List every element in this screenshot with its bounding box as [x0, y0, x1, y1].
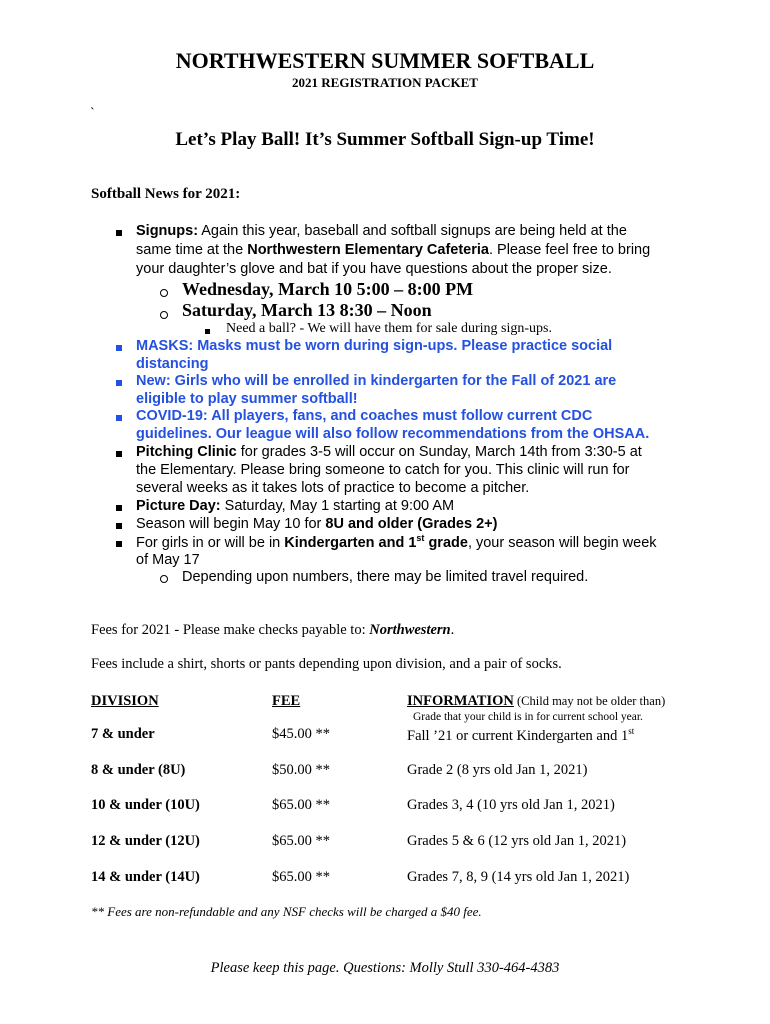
kinder-text: For girls in or will be in [136, 534, 285, 551]
page-title: NORTHWESTERN SUMMER SOFTBALL [175, 48, 595, 73]
kinder-sup: st [416, 533, 425, 543]
season-division: 8U and older (Grades 2+) [325, 516, 498, 532]
header-division: DIVISION [91, 693, 159, 709]
kinder-bold: Kindergarten and 1 [284, 534, 417, 551]
kinder-line2: of May 17 [136, 552, 200, 568]
row-division: 7 & under [91, 726, 155, 742]
row-division: 12 & under (12U) [91, 833, 200, 849]
pitching-text: for grades 3-5 will occur on Sunday, March 14th from 3:30-5 at [236, 444, 642, 460]
header-fee: FEE [272, 693, 301, 709]
signups-text: . Please feel free to bring [488, 242, 651, 258]
signups-text: same time at the [136, 242, 248, 258]
pitching-label: Pitching Clinic [136, 444, 237, 460]
signups-text: Again this year, baseball and softball signups are being held at the [198, 223, 627, 239]
signup-date-2: Saturday, March 13 8:30 – Noon [182, 300, 432, 320]
pitching-line1 [136, 444, 642, 460]
fees-text: Fees for 2021 - Please make checks payable to: [91, 622, 370, 638]
pitching-line2: the Elementary. Please bring someone to catch for you. This clinic will run for [136, 462, 630, 478]
signups-location: Northwestern Elementary Cafeteria [247, 242, 489, 258]
bullet-icon [116, 505, 122, 511]
circle-bullet-icon [160, 575, 168, 583]
header-info-note: (Child may not be older than) [513, 694, 666, 708]
fees-text: . [450, 622, 455, 638]
row-fee: $65.00 ** [272, 833, 330, 849]
masks-line2: distancing [136, 356, 209, 372]
kinder-travel-note: Depending upon numbers, there may be limited travel required. [182, 569, 589, 585]
fees-include: Fees include a shirt, shorts or pants depending upon division, and a pair of socks. [91, 656, 562, 672]
kinder-line1 [136, 533, 657, 551]
circle-bullet-icon [160, 289, 168, 297]
circle-bullet-icon [160, 311, 168, 319]
row-fee: $65.00 ** [272, 797, 330, 813]
bullet-icon [116, 523, 122, 529]
ball-note: Need a ball? - We will have them for sale during sign-ups. [226, 321, 552, 336]
new-line1: New: Girls who will be enrolled in kindergarten for the Fall of 2021 are [136, 373, 617, 389]
row-division: 10 & under (10U) [91, 797, 200, 813]
season-line [136, 516, 497, 532]
header-info-label: INFORMATION [407, 693, 514, 709]
row-fee: $45.00 ** [272, 726, 330, 742]
page-subtitle: 2021 REGISTRATION PACKET [292, 75, 478, 90]
row-division: 14 & under (14U) [91, 869, 200, 885]
row-info: Grades 7, 8, 9 (14 yrs old Jan 1, 2021) [407, 869, 630, 885]
stray-mark: ` [90, 106, 95, 121]
header-info-sub: Grade that your child is in for current school year. [413, 711, 643, 723]
header-information [407, 693, 665, 710]
row-info-sup: st [628, 726, 635, 736]
bullet-icon [116, 541, 122, 547]
fees-payable [91, 622, 454, 639]
signups-line2 [136, 242, 650, 258]
new-line2: eligible to play summer softball! [136, 391, 358, 407]
picture-text: Saturday, May 1 starting at 9:00 AM [220, 498, 455, 514]
row-info: Grades 3, 4 (10 yrs old Jan 1, 2021) [407, 797, 615, 813]
picture-label: Picture Day: [136, 498, 221, 514]
bullet-icon [116, 230, 122, 236]
signups-line3: your daughter’s glove and bat if you have questions about the proper size. [136, 261, 612, 277]
bullet-icon [116, 451, 122, 457]
bullet-icon [116, 415, 122, 421]
fees-payee: Northwestern [369, 622, 451, 638]
row-info: Grade 2 (8 yrs old Jan 1, 2021) [407, 762, 588, 778]
bullet-icon [205, 329, 210, 334]
season-text: Season will begin May 10 for [136, 516, 326, 532]
kinder-text: , your season will begin week [467, 534, 657, 551]
row-info-text: Fall ’21 or current Kindergarten and 1 [407, 727, 629, 744]
signup-date-1: Wednesday, March 10 5:00 – 8:00 PM [182, 279, 474, 299]
picture-day [136, 498, 454, 514]
signups-label: Signups: [136, 223, 199, 239]
masks-line1: MASKS: Masks must be worn during sign-ups. Please practice social [136, 338, 613, 354]
pitching-line3: several weeks as it takes lots of practice to become a pitcher. [136, 480, 530, 496]
covid-line2: guidelines. Our league will also follow recommendations from the OHSAA. [136, 426, 650, 442]
kinder-grade: grade [424, 534, 468, 551]
covid-line1: COVID-19: All players, fans, and coaches must follow current CDC [136, 408, 593, 424]
news-heading: Softball News for 2021: [91, 186, 241, 202]
bullet-icon [116, 380, 122, 386]
page-footer: Please keep this page. Questions: Molly Stull 330-464-4383 [210, 960, 560, 976]
row-division: 8 & under (8U) [91, 762, 186, 778]
bullet-icon [116, 345, 122, 351]
signups-line1 [136, 223, 627, 239]
row-fee: $50.00 ** [272, 762, 330, 778]
row-info [407, 726, 634, 745]
row-fee: $65.00 ** [272, 869, 330, 885]
fees-footnote: ** Fees are non-refundable and any NSF checks will be charged a $40 fee. [91, 904, 482, 919]
tagline: Let’s Play Ball! It’s Summer Softball Sign-up Time! [175, 129, 595, 150]
row-info: Grades 5 & 6 (12 yrs old Jan 1, 2021) [407, 833, 627, 849]
